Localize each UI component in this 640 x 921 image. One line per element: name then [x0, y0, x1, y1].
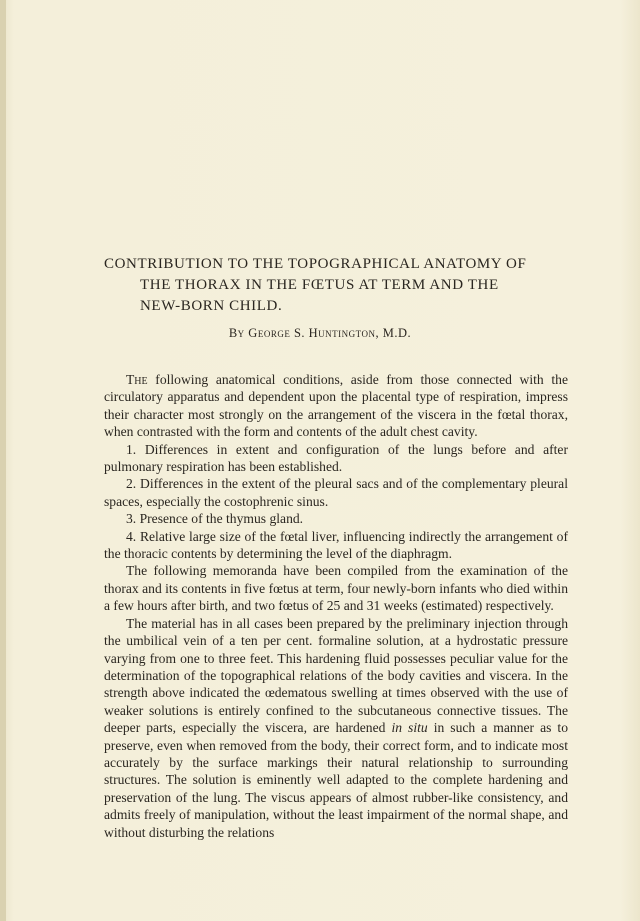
- paragraph-material: [104, 615, 568, 841]
- title-line-3: NEW-BORN CHILD.: [140, 298, 283, 314]
- material-text-a: The material has in all cases been prepared by the preliminary injection through the umbilical vein of a ten per cent. formaline solution, at a hydrostatic pressure varying from one to three feet. This hardening fluid possesses peculiar value for the determination of the topographical relations of the body cavities and viscera. In the strength above indicated the œdematous swelling at times observed with the use of weaker solutions is entirely confined to the subcutaneous connective tissues. The deeper parts, especially the viscera, are hardened: [104, 615, 568, 736]
- paragraph-memoranda: The following memoranda have been compiled from the examination of the thorax and its contents in five fœtus at term, four newly-born infants who died within a few hours after birth, and two fœtus of 25 and 31 weeks (estimated) respectively.: [104, 563, 568, 614]
- paragraph-intro: [104, 371, 568, 441]
- paragraph-item-1: 1. Differences in extent and configuration of the lungs before and after pulmonary respiration has been established.: [104, 441, 568, 475]
- article-title: [104, 254, 574, 317]
- title-line-1: CONTRIBUTION TO THE TOPOGRAPHICAL ANATOMY OF: [104, 256, 527, 272]
- author-byline: By George S. Huntington, M.D.: [228, 326, 412, 340]
- intro-text: following anatomical conditions, aside from those connected with the circulatory apparatus and dependent upon the placental type of respiration, impress their character most strongly on the arrangement of the viscera in the fœtal thorax, when contrasted with the form and contents of the adult chest cavity.: [104, 372, 568, 440]
- article-body: [104, 371, 568, 841]
- intro-lead-word: The: [126, 372, 148, 387]
- paragraph-item-4: 4. Relative large size of the fœtal liver, influencing indirectly the arrangement of the thoracic contents by determining the level of the diaphragm.: [104, 528, 568, 562]
- material-italic: in situ: [391, 720, 428, 736]
- paragraph-item-3: 3. Presence of the thymus gland.: [126, 511, 304, 527]
- title-line-2: THE THORAX IN THE FŒTUS AT TERM AND THE: [140, 277, 499, 293]
- material-text-b: in such a manner as to preserve, even when removed from the body, their correct form, and to indicate most accurately by the surface markings their natural relationship to surrounding structures. The solution is eminently well adapted to the complete hardening and preservation of the lung. The viscus appears of almost rubber-like consistency, and admits freely of manipulation, without the least impairment of the normal shape, and without disturbing the relations: [104, 720, 568, 840]
- paragraph-item-2: 2. Differences in the extent of the pleural sacs and of the complementary pleural spaces, especially the costophrenic sinus.: [104, 476, 568, 509]
- page-edge: [0, 0, 6, 921]
